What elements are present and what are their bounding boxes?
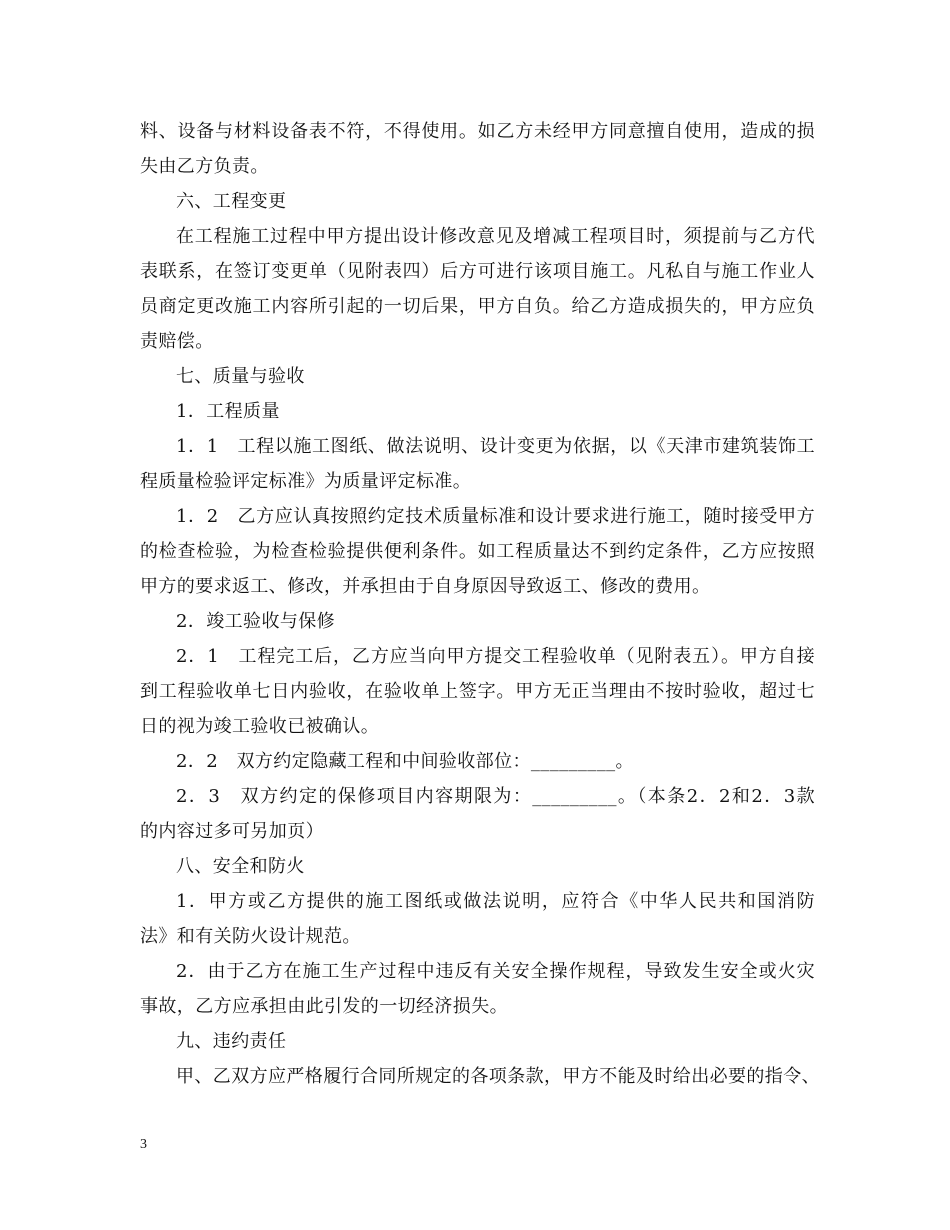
- section-heading: 八、安全和防火: [176, 856, 305, 877]
- text-line: 2．由于乙方在施工生产过程中违反有关安全操作规程，导致发生安全或火灾: [176, 961, 815, 982]
- subsection-heading: 1．工程质量: [176, 401, 280, 422]
- text-line: 料、设备与材料设备表不符，不得使用。如乙方未经甲方同意擅自使用，造成的损: [140, 121, 815, 142]
- section-heading: 六、工程变更: [176, 191, 287, 212]
- text-line: 1．2 乙方应认真按照约定技术质量标准和设计要求进行施工，随时接受甲方: [176, 506, 815, 527]
- text-line: 在工程施工过程中甲方提出设计修改意见及增减工程项目时，须提前与乙方代: [176, 226, 815, 247]
- text-line: 1．甲方或乙方提供的施工图纸或做法说明，应符合《中华人民共和国消防: [176, 891, 815, 912]
- page-number: 3: [140, 1137, 147, 1152]
- text-line: 日的视为竣工验收已被确认。: [140, 716, 380, 737]
- text-line: 2．3 双方约定的保修项目内容期限为：_________。（本条2．2和2．3款: [176, 786, 815, 807]
- text-line: 甲、乙双方应严格履行合同所规定的各项条款，甲方不能及时给出必要的指令、: [176, 1066, 820, 1087]
- text-line: 2．1 工程完工后，乙方应当向甲方提交工程验收单（见附表五）。甲方自接: [176, 646, 815, 667]
- section-heading: 七、质量与验收: [176, 366, 305, 387]
- text-line: 的内容过多可另加页）: [140, 821, 324, 842]
- text-line: 程质量检验评定标准》为质量评定标准。: [140, 471, 472, 492]
- text-line: 责赔偿。: [140, 331, 214, 352]
- subsection-heading: 2．竣工验收与保修: [176, 611, 336, 632]
- text-line: 2．2 双方约定隐藏工程和中间验收部位：_________。: [176, 751, 634, 772]
- text-line: 法》和有关防火设计规范。: [140, 926, 361, 947]
- text-line: 甲方的要求返工、修改，并承担由于自身原因导致返工、修改的费用。: [140, 576, 711, 597]
- text-line: 表联系，在签订变更单（见附表四）后方可进行该项目施工。凡私自与施工作业人: [140, 261, 815, 282]
- text-line: 到工程验收单七日内验收，在验收单上签字。甲方无正当理由不按时验收，超过七: [140, 681, 815, 702]
- text-line: 员商定更改施工内容所引起的一切后果，甲方自负。给乙方造成损失的，甲方应负: [140, 296, 815, 317]
- text-line: 1．1 工程以施工图纸、做法说明、设计变更为依据，以《天津市建筑装饰工: [176, 436, 815, 457]
- document-body: [140, 114, 820, 1094]
- text-line: 的检查检验，为检查检验提供便利条件。如工程质量达不到约定条件，乙方应按照: [140, 541, 815, 562]
- text-line: 事故，乙方应承担由此引发的一切经济损失。: [140, 996, 508, 1017]
- text-line: 失由乙方负责。: [140, 156, 269, 177]
- section-heading: 九、违约责任: [176, 1031, 287, 1052]
